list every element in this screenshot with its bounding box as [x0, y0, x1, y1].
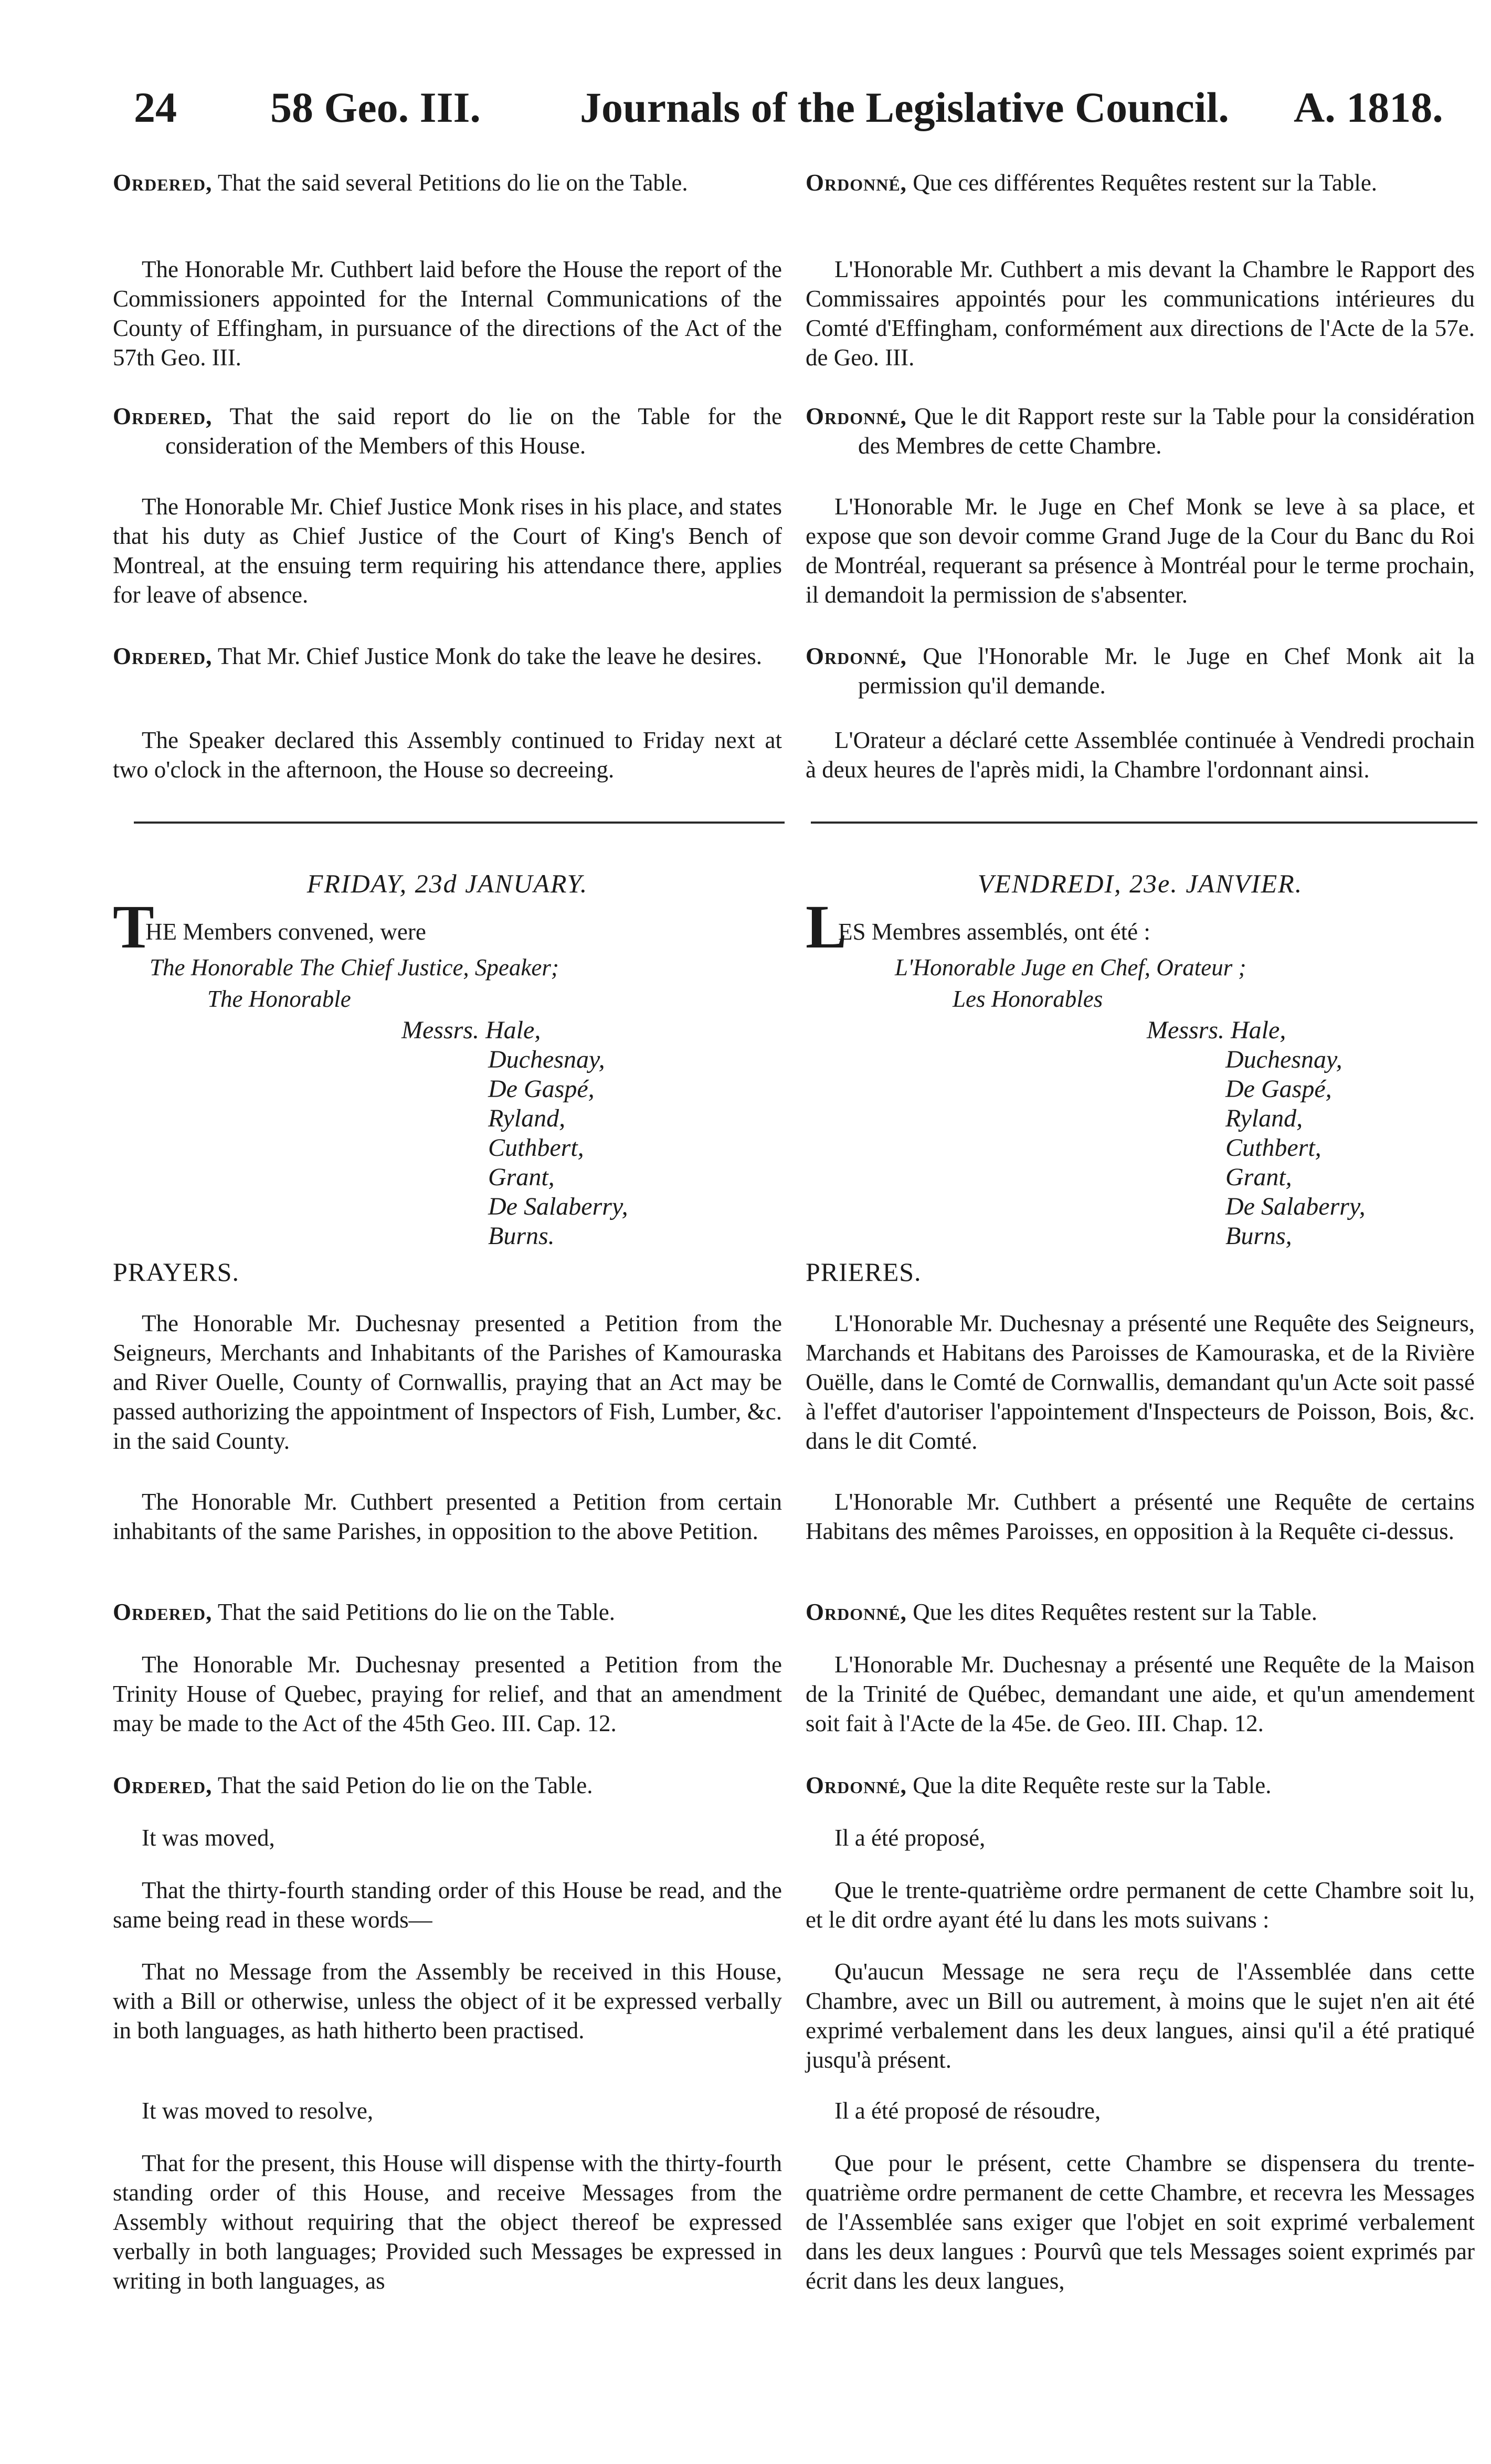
order-text: That the said report do lie on the Table for the consideration of the Members of this House. [165, 403, 782, 459]
honorables-line: The Honorable [207, 986, 351, 1012]
paragraph: That no Message from the Assembly be received in this House, with a Bill or otherwise, unless the object of it be expressed verbally in both languages, as hath hitherto been practised. [113, 1958, 782, 2044]
order-lead: Ordonné, [806, 170, 907, 196]
order-lead: Ordered, [113, 403, 213, 429]
member-name: Burns, [1225, 1222, 1292, 1250]
section2-english-column [113, 869, 782, 2294]
order-paragraph [113, 168, 782, 218]
paragraph: Que le trente-quatrième ordre permanent de cette Chambre soit lu, et le dit ordre ayant été lu dans les mots suivans : [806, 1877, 1475, 1933]
order-text: That the said Petion do lie on the Table. [217, 1772, 593, 1798]
member-name: De Gaspé, [488, 1075, 595, 1103]
paragraph: That for the present, this House will dispense with the thirty-fourth standing order of this House, and receive Messages from the Assembly without requiring that the object thereof be expressed verbally in both languages; Provided such Messages be expressed in writing in both languages, as [113, 2150, 782, 2294]
paragraph: L'Honorable Mr. Duchesnay a présenté une Requête de la Maison de la Trinité de Québec, demandant une aide, et qu'un amendement soit fait à l'Acte de la 45e. de Geo. III. Chap. 12. [806, 1651, 1475, 1736]
paragraph: That the thirty-fourth standing order of this House be read, and the same being read in these words— [113, 1877, 782, 1933]
intro-text: ES Membres assemblés, ont été : [838, 919, 1150, 945]
member-name: Burns. [488, 1222, 555, 1250]
order-text: That Mr. Chief Justice Monk do take the leave he desires. [217, 643, 763, 669]
member-name: Cuthbert, [488, 1134, 584, 1162]
member-name: De Gaspé, [1225, 1075, 1332, 1103]
order-text: Que la dite Requête reste sur la Table. [913, 1772, 1272, 1798]
order-paragraph [113, 641, 782, 700]
order-text: Que l'Honorable Mr. le Juge en Chef Monk ait la permission qu'il demande. [858, 643, 1475, 699]
section1-french-column [806, 168, 1475, 815]
order-text: Que les dites Requêtes restent sur la Table. [913, 1599, 1317, 1625]
member-name: Messrs. Hale, [1147, 1016, 1286, 1044]
members-list [806, 1016, 1475, 1257]
order-lead: Ordonné, [806, 1599, 907, 1625]
paragraph: Que pour le présent, cette Chambre se dispensera du trente-quatrième ordre permanent de cette Chambre, et recevra les Messages de l'Assemblée sans exiger que l'objet en soit exprimé verbalement dans les deux langues : Pourvû que tels Messages soient exprimés par écrit dans les deux langues, [806, 2150, 1475, 2294]
day-title: FRIDAY, 23d JANUARY. [306, 869, 588, 898]
order-text: Que ces différentes Requêtes restent sur la Table. [913, 170, 1378, 196]
order-lead: Ordonné, [806, 403, 907, 429]
member-name: Duchesnay, [488, 1046, 605, 1073]
paragraph: L'Orateur a déclaré cette Assemblée continuée à Vendredi prochain à deux heures de l'après midi, la Chambre l'ordonnant ainsi. [806, 727, 1475, 783]
member-name: De Salaberry, [488, 1193, 628, 1220]
paragraph: The Honorable Mr. Cuthbert presented a Petition from certain inhabitants of the same Parishes, in opposition to the above Petition. [113, 1489, 782, 1544]
order-paragraph [113, 1771, 782, 1802]
order-text: That the said Petitions do lie on the Table. [217, 1599, 615, 1625]
member-name: Ryland, [1225, 1104, 1303, 1132]
intro-line [806, 892, 1475, 961]
paragraph: L'Honorable Mr. le Juge en Chef Monk se leve à sa place, et expose que son devoir comme Grand Juge de la Cour du Banc du Roi de Montréal, requerant sa présence à Montréal pour le terme prochain, il demandoit la permission de s'absenter. [806, 493, 1475, 608]
prayers-heading: PRAYERS. [113, 1257, 239, 1287]
honorables-line: Les Honorables [953, 986, 1103, 1012]
order-text: That the said several Petitions do lie on the Table. [217, 170, 688, 196]
section-divider-rule [811, 822, 1477, 824]
section2-french-column [806, 869, 1475, 2294]
drop-cap: T [113, 892, 154, 961]
year: A. 1818. [1294, 83, 1443, 131]
member-name: Duchesnay, [1225, 1046, 1342, 1073]
paragraph: The Honorable Mr. Cuthbert laid before the House the report of the Commissioners appointed for the Internal Communications of the County of Effingham, in pursuance of the directions of the Act of the 57th Geo. III. [113, 256, 782, 371]
paragraph: The Honorable Mr. Duchesnay presented a Petition from the Seigneurs, Merchants and Inhabitants of the Parishes of Kamouraska and River Ouelle, County of Cornwallis, praying that an Act may be passed authorizing the appointment of Inspectors of Fish, Lumber, &c. in the said County. [113, 1310, 782, 1454]
paragraph: L'Honorable Mr. Cuthbert a présenté une Requête de certains Habitans des mêmes Paroisses, en opposition à la Requête ci-dessus. [806, 1489, 1475, 1544]
order-paragraph [113, 402, 782, 460]
order-lead: Ordonné, [806, 1772, 907, 1798]
paragraph: L'Honorable Mr. Cuthbert a mis devant la Chambre le Rapport des Commissaires appointés pour les communications intérieures du Comté d'Effingham, conformément aux directions de l'Acte de la 57e. de Geo. III. [806, 256, 1475, 371]
order-lead: Ordonné, [806, 643, 907, 669]
running-header [134, 68, 1477, 147]
paragraph: L'Honorable Mr. Duchesnay a présenté une Requête des Seigneurs, Marchands et Habitans des Paroisses de Kamouraska, et de la Rivière Ouëlle, dans le Comté de Cornwallis, demandant qu'un Acte soit passé à l'effet d'autoriser l'appointement d'Inspecteurs de Poisson, Bois, &c. dans le dit Comté. [806, 1310, 1475, 1454]
members-list [113, 1016, 782, 1257]
order-paragraph [806, 1771, 1475, 1802]
member-name: Messrs. Hale, [401, 1016, 541, 1044]
order-paragraph [806, 1597, 1475, 1629]
prayers-heading: PRIERES. [806, 1257, 922, 1287]
member-name: Ryland, [488, 1104, 566, 1132]
order-lead: Ordered, [113, 1599, 213, 1625]
paragraph: It was moved to resolve, [142, 2098, 374, 2124]
paragraph: Qu'aucun Message ne sera reçu de l'Assemblée dans cette Chambre, avec un Bill ou autrement, à moins que le sujet n'en ait été exprimé verbalement dans les deux langues, ainsi qu'il a été pratiqué jusqu'à présent. [806, 1958, 1475, 2073]
paragraph: The Honorable Mr. Chief Justice Monk rises in his place, and states that his duty as Chief Justice of the Court of King's Bench of Montreal, at the ensuing term requiring his attendance there, applies for leave of absence. [113, 493, 782, 608]
member-name: De Salaberry, [1225, 1193, 1366, 1220]
member-name: Cuthbert, [1225, 1134, 1321, 1162]
order-lead: Ordered, [113, 1772, 213, 1798]
drop-cap: L [806, 892, 847, 961]
intro-line [113, 892, 782, 961]
day-title: VENDREDI, 23e. JANVIER. [977, 869, 1303, 898]
paragraph: The Honorable Mr. Duchesnay presented a Petition from the Trinity House of Quebec, praying for relief, and that an amendment may be made to the Act of the 45th Geo. III. Cap. 12. [113, 1651, 782, 1736]
paragraph: Il a été proposé de résoudre, [834, 2098, 1101, 2124]
order-paragraph [806, 168, 1475, 218]
section-divider-rule [134, 822, 785, 824]
reign: 58 Geo. III. [270, 83, 481, 131]
intro-text: HE Members convened, were [145, 919, 426, 945]
paragraph: It was moved, [142, 1825, 275, 1851]
order-paragraph [806, 641, 1475, 700]
order-paragraph [113, 1597, 782, 1629]
paragraph: The Speaker declared this Assembly continued to Friday next at two o'clock in the afternoon, the House so decreeing. [113, 727, 782, 783]
section1-english-column [113, 168, 782, 815]
member-name: Grant, [488, 1163, 555, 1191]
member-name: Grant, [1225, 1163, 1292, 1191]
page-number: 24 [134, 83, 177, 131]
speaker-line: The Honorable The Chief Justice, Speaker; [150, 954, 559, 981]
order-text: Que le dit Rapport reste sur la Table pour la considération des Membres de cette Chambre. [858, 403, 1475, 459]
order-lead: Ordered, [113, 643, 213, 669]
paragraph: Il a été proposé, [834, 1825, 986, 1851]
order-paragraph [806, 402, 1475, 460]
order-lead: Ordered, [113, 170, 213, 196]
speaker-line: L'Honorable Juge en Chef, Orateur ; [895, 954, 1246, 981]
journal-title: Journals of the Legislative Council. [580, 83, 1229, 131]
